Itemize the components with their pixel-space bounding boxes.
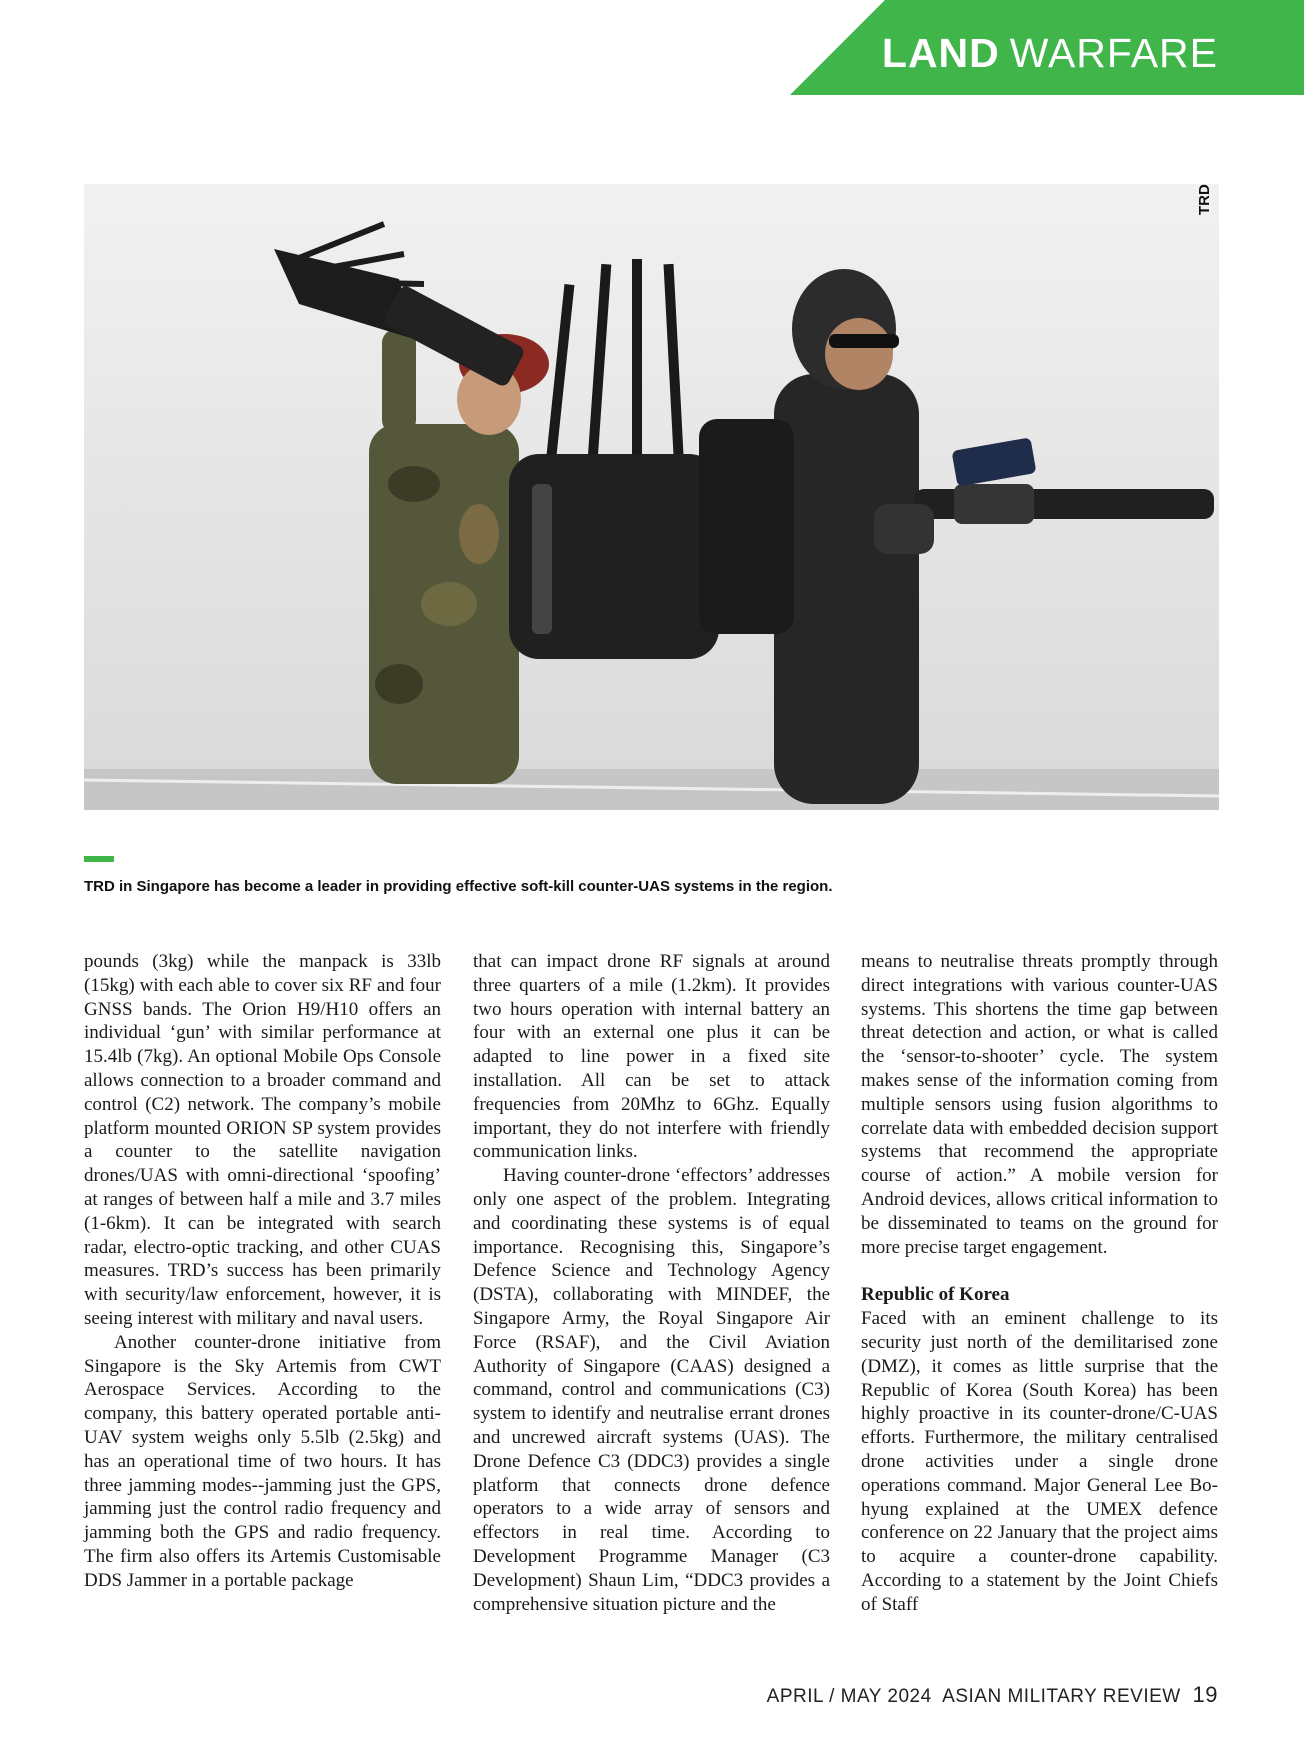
- page-footer: [767, 1682, 1218, 1708]
- paragraph: Faced with an eminent challenge to its security just north of the demilitarised zone (DMZ), it comes as little surprise that the Republic of Korea (South Korea) has been highly proactive in its counter-drone/C-UAS efforts. Furthermore, the military centralised drone activities under a single drone operations command. Major General Lee Bo-hyung explained at the UMEX defence conference on 22 January that the project aims to acquire a counter-drone capability. According to a statement by the Joint Chiefs of Staff: [861, 1308, 1218, 1615]
- issue-date: APRIL / MAY 2024: [766, 1686, 932, 1707]
- paragraph: pounds (3kg) while the manpack is 33lb (15kg) with each able to cover six RF and four GNSS bands. The Orion H9/H10 offers an individual ‘gun’ with similar performance at 15.4lb (7kg). An optional Mobile Ops Console allows connection to a broader command and control (C2) network. The company’s mobile platform mounted ORION SP system provides a counter to the satellite navigation drones/UAS with omni-directional ‘spoofing’ at ranges of between half a mile and 3.7 miles (1-6km). It can be integrated with search radar, electro-optic tracking, and other CUAS measures. TRD’s success has been primarily with security/law enforcement, however, it is seeing interest with military and naval users.: [84, 951, 441, 1329]
- paragraph: that can impact drone RF signals at around three quarters of a mile (1.2km). It provides two hours operation with internal battery an four with an external one plus it can be adapted to line power in a fixed site installation. All can be set to attack frequencies from 20Mhz to 6Ghz. Equally important, they do not interfere with friendly communication links.: [473, 951, 830, 1163]
- photo-caption: TRD in Singapore has become a leader in providing effective soft-kill counter-UAS systems in the region.: [84, 878, 833, 895]
- counter-drone-soldiers-illustration: [84, 184, 1219, 810]
- section-title: [882, 30, 1218, 77]
- section-title-light: WARFARE: [1009, 30, 1218, 76]
- paragraph: means to neutralise threats promptly through direct integrations with various counter-UAS systems. This shortens the time gap between threat detection and action, or what is called the ‘sensor-to-shooter’ cycle. The system makes sense of the information coming from multiple sensors using fusion algorithms to correlate data with embedded decision support systems that recommend the appropriate course of action.” A mobile version for Android devices, allows critical information to be disseminated to teams on the ground for more precise target engagement.: [861, 951, 1218, 1258]
- photo-credit: TRD: [1196, 184, 1213, 215]
- article-column-2: [473, 950, 830, 1616]
- article-column-3: [861, 950, 1218, 1617]
- article-column-1: [84, 950, 441, 1593]
- publication-name: ASIAN MILITARY REVIEW: [942, 1686, 1181, 1707]
- page-number: 19: [1192, 1682, 1218, 1707]
- section-title-bold: LAND: [881, 30, 1000, 76]
- article-photo: [84, 184, 1219, 810]
- subheading: Republic of Korea: [861, 1284, 1010, 1306]
- caption-accent-bar: [84, 856, 114, 862]
- paragraph: Having counter-drone ‘effectors’ addresses only one aspect of the problem. Integrating and coordinating these systems is of equal importance. Recognising this, Singapore’s Defence Science and Technology Agency (DSTA), collaborating with MINDEF, the Singapore Army, the Royal Singapore Air Force (RSAF), and the Civil Aviation Authority of Singapore (CAAS) designed a command, control and communications (C3) system to identify and neutralise errant drones and uncrewed aircraft systems (UAS). The Drone Defence C3 (DDC3) provides a single platform that connects drone defence operators to a wide array of sensors and effectors in real time. According to Development Programme Manager (C3 Development) Shaun Lim, “DDC3 provides a comprehensive situation picture and the: [473, 1165, 830, 1615]
- paragraph: Another counter-drone initiative from Singapore is the Sky Artemis from CWT Aerospace Services. According to the company, this battery operated portable anti-UAV system weighs only 5.5lb (2.5kg) and has an operational time of two hours. It has three jamming modes--jamming just the GPS, jamming just the control radio frequency and jamming both the GPS and radio frequency. The firm also offers its Artemis Customisable DDS Jammer in a portable package: [84, 1331, 441, 1591]
